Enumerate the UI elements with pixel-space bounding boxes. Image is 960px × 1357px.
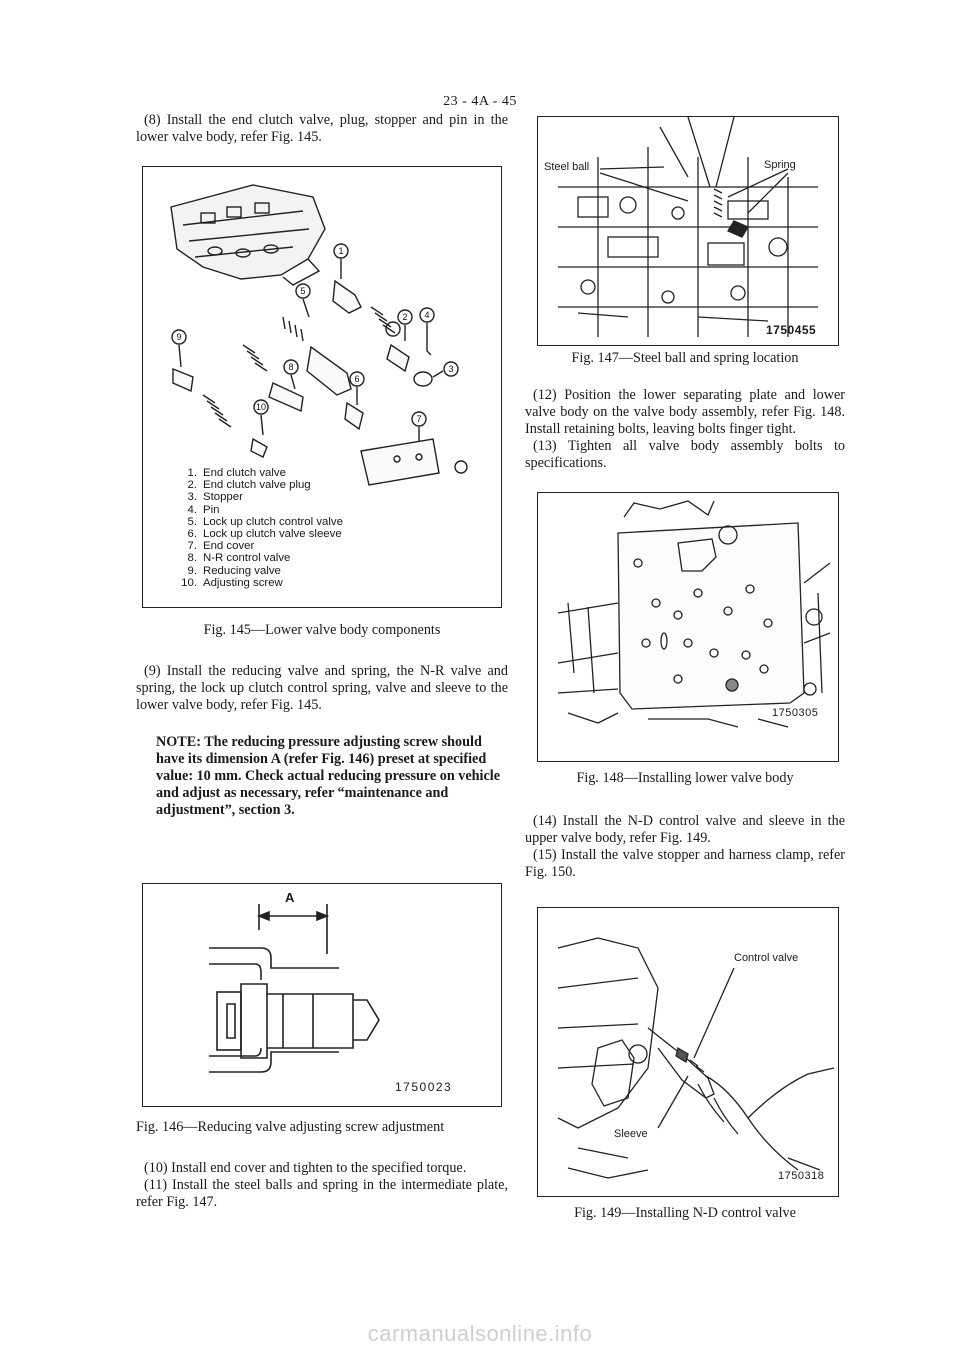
figure-149-caption: Fig. 149—Installing N-D control valve: [574, 1205, 796, 1221]
figure-148-drawing: [538, 493, 838, 761]
figure-147: [537, 116, 839, 346]
step-9-text: (9) Install the reducing valve and spring, the N-R valve and spring, the lock up clutch control spring, valve and sleeve to the lower valve body, refer Fig. 145.: [136, 663, 508, 713]
legend-item: 8. N-R control valve: [187, 552, 291, 565]
watermark: carmanualsonline.info: [367, 1321, 593, 1346]
svg-text:8: 8: [288, 362, 294, 372]
legend-item: 1. End clutch valve: [187, 467, 286, 479]
figure-146-caption: Fig. 146—Reducing valve adjusting screw adjustment: [136, 1119, 445, 1135]
figure-146: [142, 883, 502, 1107]
figure-149: [537, 907, 839, 1197]
legend-item: 5. Lock up clutch control valve: [187, 515, 343, 528]
svg-text:1: 1: [338, 246, 344, 256]
svg-text:6: 6: [354, 374, 360, 384]
legend-item: 4. Pin: [187, 503, 220, 516]
page-number: 23 - 4A - 45: [443, 94, 517, 109]
step-14-text: (14) Install the N-D control valve and sleeve in the upper valve body, refer Fig. 149.: [525, 813, 845, 846]
svg-text:7: 7: [416, 414, 422, 424]
figure-149-id: 1750318: [778, 1170, 825, 1182]
svg-text:2: 2: [402, 312, 408, 322]
figure-148-caption: Fig. 148—Installing lower valve body: [576, 770, 794, 786]
step-13-text: (13) Tighten all valve body assembly bolts to specifications.: [525, 438, 845, 471]
svg-text:10: 10: [255, 402, 267, 412]
figure-147-caption: Fig. 147—Steel ball and spring location: [571, 350, 799, 366]
figure-148-id: 1750305: [772, 707, 819, 719]
left-column: [136, 112, 508, 1211]
spring-label: Spring: [764, 159, 796, 171]
figure-148: [537, 492, 839, 762]
figure-147-id: 1750455: [766, 323, 817, 337]
step-11-text: (11) Install the steel balls and spring in the intermediate plate, refer Fig. 147.: [136, 1177, 508, 1210]
svg-text:3: 3: [448, 364, 454, 374]
note-text: NOTE: The reducing pressure adjusting screw should have its dimension A (refer Fig. 146) preset at specified value: 10 mm. Check actual reducing pressure on vehicle and adjust as necessary, refer “maintenance and adjustment”, section 3.: [156, 734, 501, 818]
figure-145-caption: Fig. 145—Lower valve body components: [203, 622, 441, 638]
step-8-text: (8) Install the end clutch valve, plug, stopper and pin in the lower valve body, refer Fig. 145.: [136, 112, 508, 145]
figure-145-legend: [179, 467, 343, 589]
legend-item: 7. End cover: [187, 540, 255, 553]
legend-item: 2. End clutch valve plug: [187, 479, 311, 492]
svg-text:4: 4: [424, 310, 430, 320]
legend-item: 6. Lock up clutch valve sleeve: [187, 528, 342, 541]
step-15-text: (15) Install the valve stopper and harness clamp, refer Fig. 150.: [525, 847, 845, 880]
svg-text:9: 9: [176, 332, 182, 342]
figure-147-drawing: [538, 117, 838, 345]
figure-145: [142, 166, 502, 608]
legend-item: 9. Reducing valve: [187, 564, 281, 577]
dimension-a-label: A: [285, 890, 295, 905]
steel-ball-label: Steel ball: [544, 161, 590, 173]
svg-text:5: 5: [300, 286, 306, 296]
right-column: [525, 112, 845, 1222]
legend-item: 10. Adjusting screw: [181, 576, 283, 589]
legend-item: 3. Stopper: [187, 491, 243, 504]
figure-146-id: 1750023: [395, 1080, 453, 1094]
step-10-text: (10) Install end cover and tighten to the specified torque.: [144, 1160, 467, 1176]
step-12-text: (12) Position the lower separating plate and lower valve body on the valve body assembly, refer Fig. 148. Install retaining bolts, leaving bolts finger tight.: [525, 387, 845, 437]
figure-146-drawing: [143, 884, 501, 1106]
sleeve-label: Sleeve: [614, 1128, 648, 1140]
control-valve-label: Control valve: [734, 952, 799, 964]
